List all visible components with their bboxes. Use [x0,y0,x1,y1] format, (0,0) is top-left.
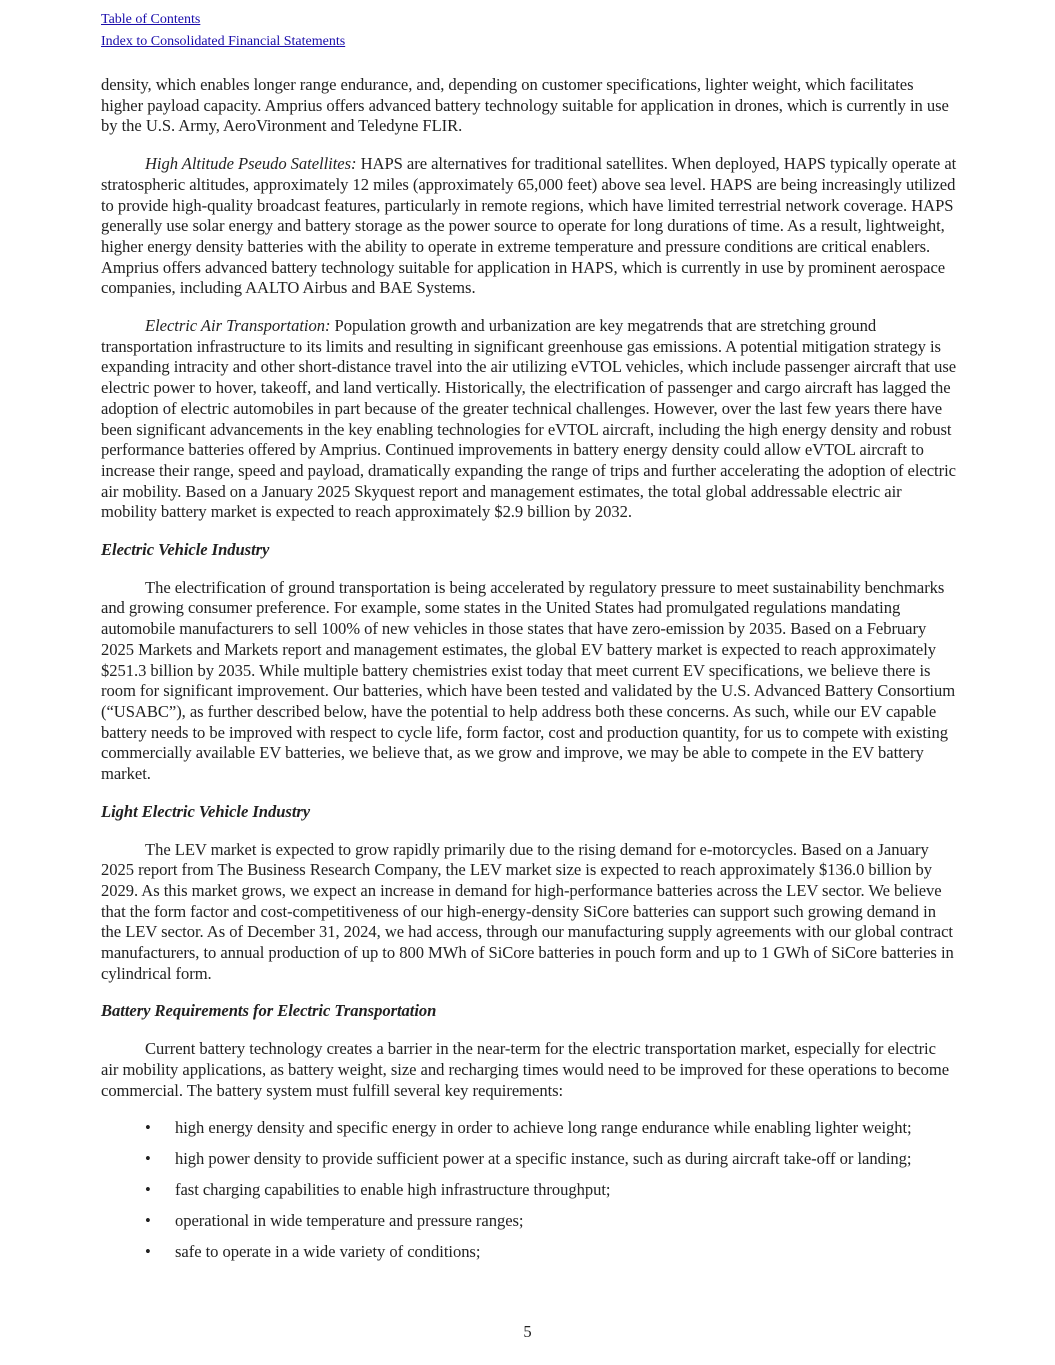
list-item-text: high energy density and specific energy in order to achieve long range endurance while enabling lighter weight; [175,1118,912,1138]
bullet-icon: • [145,1180,151,1200]
paragraph-haps [101,154,957,299]
list-item [101,1211,957,1232]
list-item [101,1118,957,1139]
bullet-icon: • [145,1211,151,1231]
top-navigation [101,0,957,53]
heading-light-electric-vehicle-industry: Light Electric Vehicle Industry [101,801,311,821]
document-body [101,75,957,1263]
requirements-list [101,1118,957,1263]
list-item [101,1149,957,1170]
list-item-text: fast charging capabilities to enable high infrastructure throughput; [175,1180,611,1200]
page-number: 5 [523,1322,532,1341]
paragraph-light-electric-vehicle: The LEV market is expected to grow rapidly primarily due to the rising demand for e-motorcycles. Based on a January 2025 report from The Business Research Company, the LEV market size is expected to reach approximately $136.0 billion by 2029. As this market grows, we expect an increase in demand for high-performance batteries across the LEV sector. We believe that the form factor and cost-competitiveness of our high-energy-density SiCore batteries can support such growing demand in the LEV sector. As of December 31, 2024, we had access, through our manufacturing supply agreements with our global contract manufacturers, to annual production of up to 800 MWh of SiCore batteries in pouch form and up to 1 GWh of SiCore batteries in cylindrical form. [101,839,954,983]
haps-body: HAPS are alternatives for traditional satellites. When deployed, HAPS typically operate at stratospheric altitudes, approximately 12 miles (approximately 65,000 feet) above sea level. HAPS are being increasingly utilized to provide high-quality broadcast features, particularly in remote regions, which have limited terrestrial network coverage. HAPS generally use solar energy and battery storage as the power source to operate for long durations of time. As a result, lightweight, higher energy density batteries with the ability to operate in extreme temperature and pressure conditions are critical enablers. Amprius offers advanced battery technology suitable for application in HAPS, which is currently in use by prominent aerospace companies, including AALTO Airbus and BAE Systems. [101,154,957,298]
haps-lead-in: High Altitude Pseudo Satellites: [145,154,357,174]
list-item-text: operational in wide temperature and pressure ranges; [175,1211,524,1231]
heading-battery-requirements: Battery Requirements for Electric Transportation [101,1001,437,1021]
bullet-icon: • [145,1118,151,1138]
bullet-icon: • [145,1242,151,1262]
list-item-text: safe to operate in a wide variety of conditions; [175,1242,481,1262]
bullet-icon: • [145,1149,151,1169]
heading-electric-vehicle-industry: Electric Vehicle Industry [101,540,270,560]
paragraph-drones-continued: density, which enables longer range endurance, and, depending on customer specifications, lighter weight, which facilitates higher payload capacity. Amprius offers advanced battery technology suitable for application in drones, which is currently in use by the U.S. Army, AeroVironment and Teledyne FLIR. [101,75,949,136]
list-item [101,1242,957,1263]
electric-air-lead-in: Electric Air Transportation: [145,316,331,336]
paragraph-electric-vehicle: The electrification of ground transportation is being accelerated by regulatory pressure to meet sustainability benchmarks and growing consumer preference. For example, some states in the United States had promulgated regulations mandating automobile manufacturers to sell 100% of new vehicles in those states that have zero-emission by 2035. Based on a February 2025 Markets and Markets report and management estimates, the global EV battery market is expected to reach approximately $251.3 billion by 2035. While multiple battery chemistries exist today that meet current EV specifications, we believe there is room for significant improvement. Our batteries, which have been tested and validated by the U.S. Advanced Battery Consortium (“USABC”), as further described below, have the potential to help address both these concerns. As such, while our EV capable battery needs to be improved with respect to cycle life, form factor, cost and production quantity, for us to compete with existing commercially available EV batteries, we believe that, as we grow and improve, we may be able to compete in the EV battery market. [101,577,956,784]
table-of-contents-link[interactable]: Table of Contents [101,12,201,27]
list-item-text: high power density to provide sufficient power at a specific instance, such as during aircraft take-off or landing; [175,1149,912,1169]
document-page [101,0,957,1273]
electric-air-body: Population growth and urbanization are key megatrends that are stretching ground transportation infrastructure to its limits and resulting in significant greenhouse gas emissions. A potential mitigation strategy is expanding intracity and other short-distance travel into the air utilizing eVTOL vehicles, which include passenger aircraft that use electric power to hover, takeoff, and land vertically. Historically, the electrification of passenger and cargo aircraft has lagged the adoption of electric automobiles in part because of the greater technical challenges. However, over the last few years there have been significant advancements in the key enabling technologies for eVTOL aircraft, including the high energy density and robust performance batteries offered by Amprius. Continued improvements in battery energy density could allow eVTOL aircraft to increase their range, speed and payload, dramatically expanding the range of trips and further accelerating the adoption of electric air mobility. Based on a January 2025 Skyquest report and management estimates, the total global addressable electric air mobility battery market is expected to reach approximately $2.9 billion by 2032. [101,316,957,522]
paragraph-battery-requirements: Current battery technology creates a barrier in the near-term for the electric transportation market, especially for electric air mobility applications, as battery weight, size and recharging times would need to be improved for these operations to become commercial. The battery system must fulfill several key requirements: [101,1039,950,1100]
list-item [101,1180,957,1201]
financial-statements-index-link[interactable]: Index to Consolidated Financial Statements [101,34,346,49]
paragraph-electric-air [101,316,957,523]
